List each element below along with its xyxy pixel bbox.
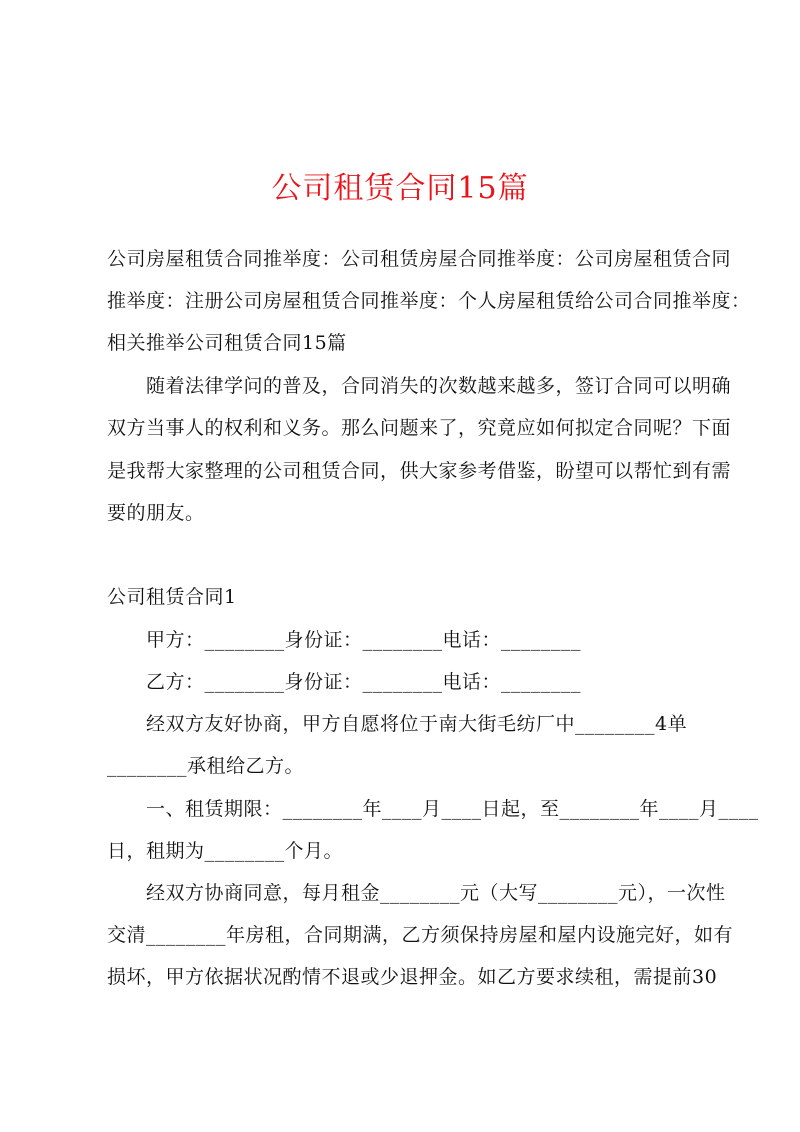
party-a-line: 甲方：________身份证：________电话：________ — [146, 629, 582, 651]
rent-line: 损坏，甲方依据状况酌情不退或少退押金。如乙方要求续租，需提前30 — [107, 966, 718, 988]
party-b-line: 乙方：________身份证：________电话：________ — [146, 671, 582, 693]
recommend-line: 相关推举公司租赁合同15篇 — [107, 332, 347, 354]
agreement-line: 经双方友好协商，甲方自愿将位于南大街毛纺厂中________4单 — [146, 713, 688, 735]
intro-line: 要的朋友。 — [107, 502, 205, 524]
recommend-line: 推举度：注册公司房屋租赁合同推举度：个人房屋租赁给公司合同推举度： — [107, 290, 751, 312]
section-heading: 公司租赁合同1 — [107, 586, 237, 608]
rent-line: 经双方协商同意，每月租金________元（大写________元），一次性 — [146, 882, 726, 904]
intro-line: 双方当事人的权利和义务。那么问题来了，究竟应如何拟定合同呢？下面 — [107, 417, 732, 439]
term-line: 一、租赁期限：________年____月____日起，至________年____月____ — [146, 798, 759, 820]
intro-line: 随着法律学问的普及，合同消失的次数越来越多，签订合同可以明确 — [146, 375, 732, 397]
agreement-line: ________承租给乙方。 — [107, 755, 305, 777]
recommend-line: 公司房屋租赁合同推举度：公司租赁房屋合同推举度：公司房屋租赁合同 — [107, 248, 732, 270]
term-line: 日，租期为________个月。 — [107, 840, 344, 862]
document-title: 公司租赁合同15篇 — [271, 171, 529, 206]
rent-line: 交清________年房租，合同期满，乙方须保持房屋和屋内设施完好，如有 — [107, 924, 734, 946]
intro-line: 是我帮大家整理的公司租赁合同，供大家参考借鉴，盼望可以帮忙到有需 — [107, 460, 732, 482]
